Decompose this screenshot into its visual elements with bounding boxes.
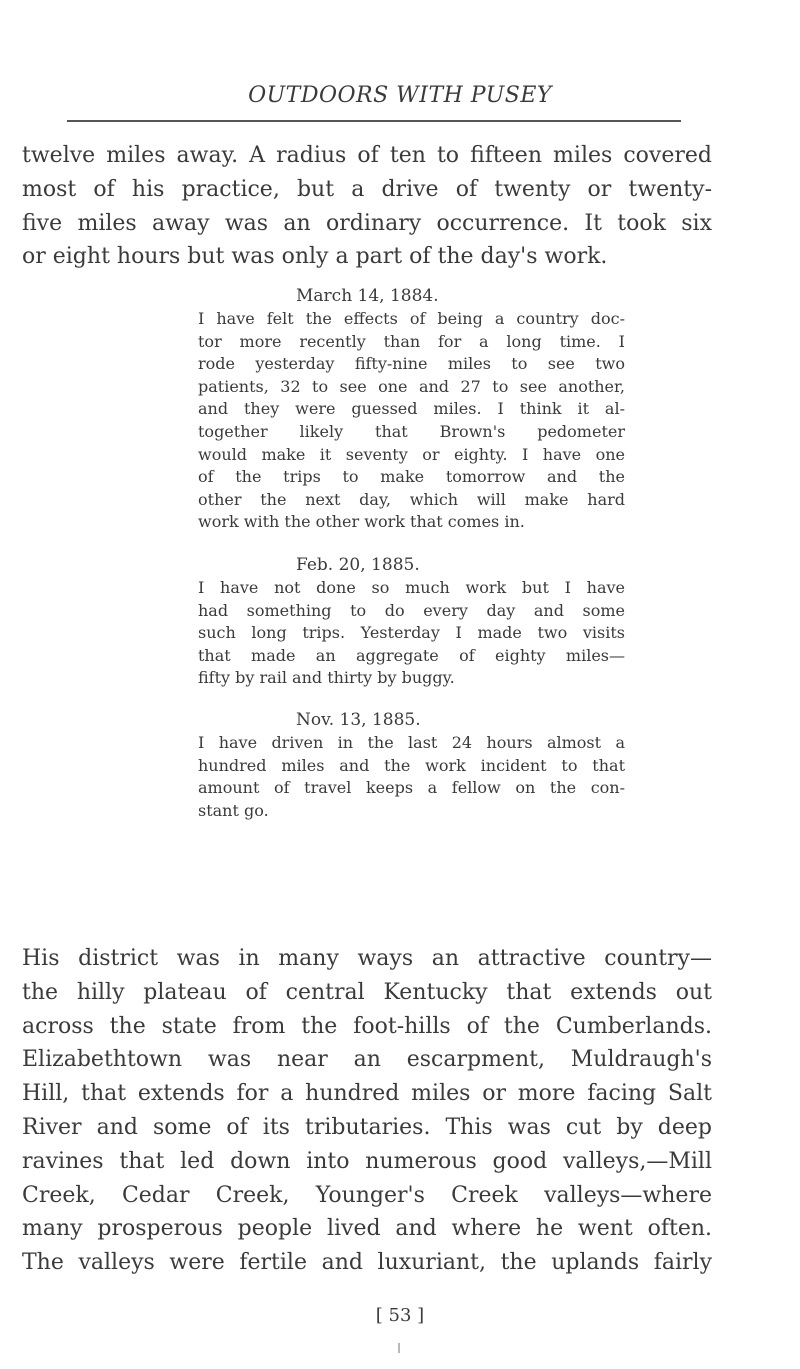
text-line: the hilly plateau of central Kentucky that extends out — [22, 979, 712, 1005]
text-line: Hill, that extends for a hundred miles or more facing Salt — [22, 1081, 712, 1107]
diary-entry-march-1884 — [198, 284, 625, 534]
entry-line: patients, 32 to see one and 27 to see another, — [198, 376, 625, 396]
diary-entry-feb-1885 — [198, 553, 625, 690]
entry-line: I have felt the effects of being a country doc- — [198, 309, 625, 328]
entry-line: that made an aggregate of eighty miles— — [198, 645, 625, 665]
entry-line: I have not done so much work but I have — [198, 578, 625, 597]
entry-line: hundred miles and the work incident to that — [198, 755, 625, 775]
margin-mark — [398, 1343, 400, 1353]
text-line: across the state from the foot-hills of the Cumberlands. — [22, 1013, 712, 1039]
text-line: most of his practice, but a drive of twenty or twenty- — [22, 176, 712, 202]
paragraph-top — [22, 139, 712, 274]
entry-line: would make it seventy or eighty. I have one — [198, 444, 625, 464]
text-line: five miles away was an ordinary occurrence. It took six — [22, 210, 712, 236]
header-rule — [67, 120, 681, 122]
entry-line: other the next day, which will make hard — [198, 489, 625, 509]
entry-line: work with the other work that comes in. — [198, 512, 525, 532]
text-line: Creek, Cedar Creek, Younger's Creek valleys—where — [22, 1182, 712, 1208]
entry-line: had something to do every day and some — [198, 600, 625, 620]
entry-line: rode yesterday fifty-nine miles to see two — [198, 354, 625, 374]
entry-line: I have driven in the last 24 hours almost a — [198, 733, 625, 752]
page-number: [ 53 ] — [375, 1305, 425, 1326]
text-line: His district was in many ways an attractive country— — [22, 946, 712, 971]
text-line: The valleys were fertile and luxuriant, the uplands fairly — [22, 1250, 712, 1276]
entry-line: tor more recently than for a long time. I — [198, 331, 625, 351]
entry-line: together likely that Brown's pedometer — [198, 421, 625, 441]
entry-line: and they were guessed miles. I think it al- — [198, 399, 625, 419]
text-line: many prosperous people lived and where he went often. — [22, 1216, 712, 1242]
paragraph-bottom — [22, 942, 712, 1280]
entry-line: stant go. — [198, 800, 269, 820]
entry-line: of the trips to make tomorrow and the — [198, 467, 625, 487]
running-head: OUTDOORS WITH PUSEY — [248, 83, 552, 108]
text-line: twelve miles away. A radius of ten to fifteen miles covered — [22, 143, 712, 168]
text-line: ravines that led down into numerous good valleys,—Mill — [22, 1148, 712, 1174]
entry-line: amount of travel keeps a fellow on the con- — [198, 778, 625, 798]
text-line: River and some of its tributaries. This was cut by deep — [22, 1114, 712, 1140]
entry-date: Nov. 13, 1885. — [296, 710, 421, 730]
diary-entry-nov-1885 — [198, 708, 625, 822]
entry-date: Feb. 20, 1885. — [296, 555, 420, 575]
text-line: or eight hours but was only a part of the day's work. — [22, 244, 608, 270]
text-line: Elizabethtown was near an escarpment, Muldraugh's — [22, 1047, 712, 1073]
entry-date: March 14, 1884. — [296, 286, 439, 306]
entry-line: fifty by rail and thirty by buggy. — [198, 668, 455, 688]
entry-line: such long trips. Yesterday I made two visits — [198, 623, 625, 643]
